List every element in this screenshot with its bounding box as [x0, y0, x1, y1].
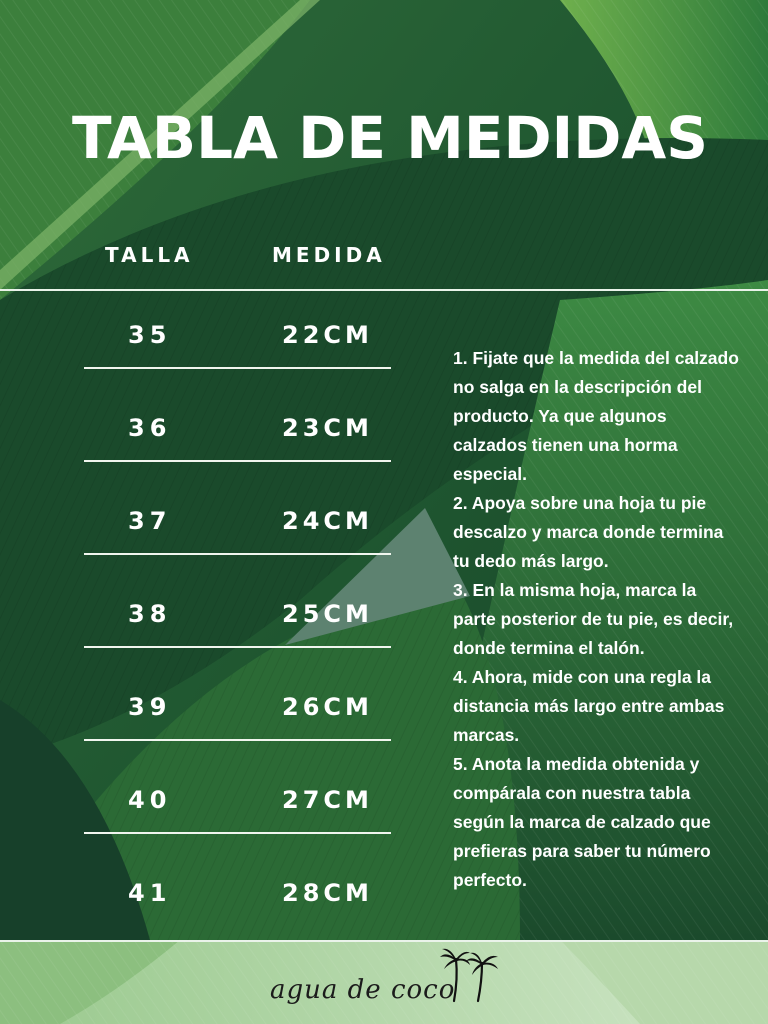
size-value: 39 [128, 693, 172, 721]
size-value: 40 [128, 786, 172, 814]
table-row [0, 756, 420, 849]
table-row [0, 384, 420, 477]
column-header-medida: MEDIDA [272, 243, 386, 267]
size-value: 36 [128, 414, 172, 442]
size-value: 41 [128, 879, 172, 907]
brand-name: agua de coco [270, 975, 456, 1005]
instruction-step: 3. En la misma hoja, marca la parte posterior de tu pie, es decir, donde termina el talón. [453, 580, 734, 658]
row-divider [84, 460, 391, 462]
measure-value: 25CM [282, 600, 373, 628]
measure-value: 26CM [282, 693, 373, 721]
row-divider [84, 739, 391, 741]
measure-value: 22CM [282, 321, 373, 349]
table-row [0, 477, 420, 570]
table-row [0, 663, 420, 756]
instruction-step: 5. Anota la medida obtenida y compárala con nuestra tabla según la marca de calzado que prefieras para saber tu número perfecto. [453, 754, 711, 890]
size-value: 38 [128, 600, 172, 628]
table-row [0, 570, 420, 663]
instruction-step: 2. Apoya sobre una hoja tu pie descalzo y marca donde termina tu dedo más largo. [453, 493, 724, 571]
measure-value: 24CM [282, 507, 373, 535]
footer-divider [0, 940, 768, 942]
instruction-step: 4. Ahora, mide con una regla la distancia más largo entre ambas marcas. [453, 667, 725, 745]
row-divider [84, 832, 391, 834]
table-row [0, 291, 420, 384]
brand-logo [266, 945, 506, 1015]
size-value: 35 [128, 321, 172, 349]
page-title: TABLA DE MEDIDAS [71, 104, 709, 172]
measuring-instructions [453, 344, 743, 895]
size-value: 37 [128, 507, 172, 535]
table-row [0, 849, 420, 942]
measure-value: 28CM [282, 879, 373, 907]
instruction-step: 1. Fijate que la medida del calzado no salga en la descripción del producto. Ya que algunos calzados tienen una horma especial. [453, 348, 739, 484]
measure-value: 23CM [282, 414, 373, 442]
row-divider [84, 367, 391, 369]
measure-value: 27CM [282, 786, 373, 814]
row-divider [84, 646, 391, 648]
palm-trees-icon [438, 945, 502, 1005]
column-header-talla: TALLA [105, 243, 194, 267]
row-divider [84, 553, 391, 555]
